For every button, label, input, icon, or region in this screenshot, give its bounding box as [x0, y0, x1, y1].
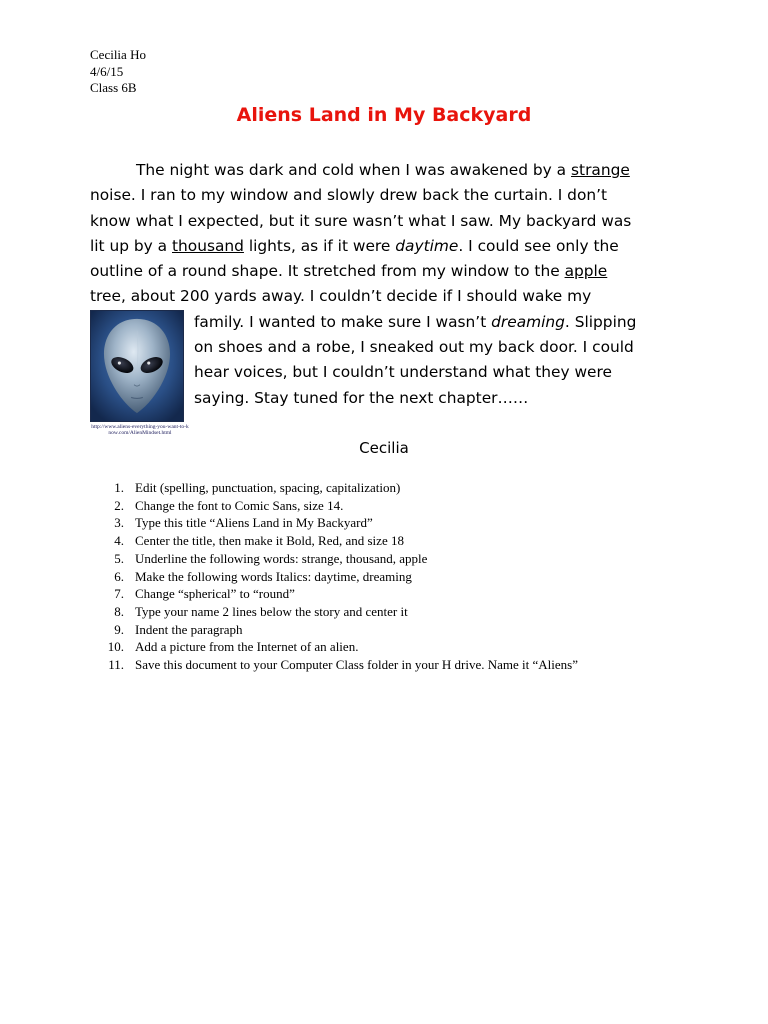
story-line: know what I expected, but it sure wasn’t what I saw. My backyard was [90, 211, 632, 230]
list-number: 9. [114, 621, 124, 637]
list-item [90, 550, 578, 568]
document-title: Aliens Land in My Backyard [236, 104, 532, 126]
list-text: Center the title, then make it Bold, Red, and size 18 [135, 533, 404, 549]
alien-picture-block [90, 310, 189, 437]
list-number: 7. [114, 586, 124, 602]
list-item [90, 603, 578, 621]
student-name: Cecilia Ho [90, 47, 146, 62]
story-line [90, 234, 672, 259]
underlined-word: thousand [172, 236, 244, 255]
class-name: Class 6B [90, 80, 137, 95]
list-text: Underline the following words: strange, thousand, apple [135, 550, 428, 566]
list-item [90, 621, 578, 639]
document-date: 4/6/15 [90, 63, 124, 79]
list-item [90, 568, 578, 586]
list-text: Edit (spelling, punctuation, spacing, capitalization) [135, 480, 401, 495]
story-text: outline of a round shape. It stretched from my window to the [90, 262, 565, 281]
author-signature: Cecilia [359, 439, 409, 457]
story-line [90, 158, 672, 183]
list-number: 6. [114, 568, 124, 584]
story-text: lit up by a [90, 236, 172, 255]
list-item [90, 638, 578, 656]
list-text: Change the font to Comic Sans, size 14. [135, 497, 344, 513]
list-text: Type this title “Aliens Land in My Backyard” [135, 515, 373, 531]
story-text: family. I wanted to make sure I wasn’t [194, 312, 492, 331]
story-text: . Slipping [564, 312, 637, 331]
list-text: Indent the paragraph [135, 621, 243, 637]
list-text: Make the following words Italics: daytime, dreaming [135, 568, 412, 584]
story-line [90, 259, 672, 284]
list-item [90, 497, 578, 515]
list-item [90, 532, 578, 550]
list-number: 2. [114, 497, 124, 513]
list-number: 8. [114, 603, 124, 619]
image-caption-link[interactable]: http://www.aliens-everything-you-want-to-know.com/AlienMindset.html [91, 424, 189, 437]
list-item [90, 585, 578, 603]
story-line: tree, about 200 yards away. I couldn’t decide if I should wake my [90, 287, 592, 306]
story-line: saying. Stay tuned for the next chapter…… [194, 388, 529, 407]
italic-word: daytime [395, 236, 459, 255]
list-number: 10. [107, 639, 124, 655]
story-line: noise. I ran to my window and slowly drew back the curtain. I don’t [90, 186, 608, 205]
alien-image [90, 310, 184, 422]
story-line: hear voices, but I couldn’t understand what they were [194, 363, 612, 382]
story-text: . I could see only the [458, 236, 619, 255]
list-text: Add a picture from the Internet of an alien. [135, 639, 359, 655]
underlined-word: apple [564, 262, 608, 281]
story-text: lights, as if it were [243, 236, 396, 255]
list-text: Save this document to your Computer Class folder in your H drive. Name it “Aliens” [135, 657, 578, 673]
underlined-word: strange [571, 161, 630, 179]
list-number: 4. [114, 533, 124, 549]
italic-word: dreaming [491, 312, 565, 331]
story-text: The night was dark and cold when I was awakened by a [136, 161, 572, 179]
list-text: Type your name 2 lines below the story and center it [135, 603, 408, 619]
story-line: on shoes and a robe, I sneaked out my back door. I could [194, 338, 634, 357]
list-text: Change “spherical” to “round” [135, 586, 295, 602]
list-number: 5. [114, 550, 124, 566]
list-number: 11. [108, 657, 124, 673]
instructions-list [90, 479, 578, 674]
list-number: 3. [114, 515, 124, 531]
header-block [90, 47, 146, 97]
list-item [90, 514, 578, 532]
list-item [90, 656, 578, 674]
list-item [90, 479, 578, 497]
list-number: 1. [114, 480, 124, 495]
